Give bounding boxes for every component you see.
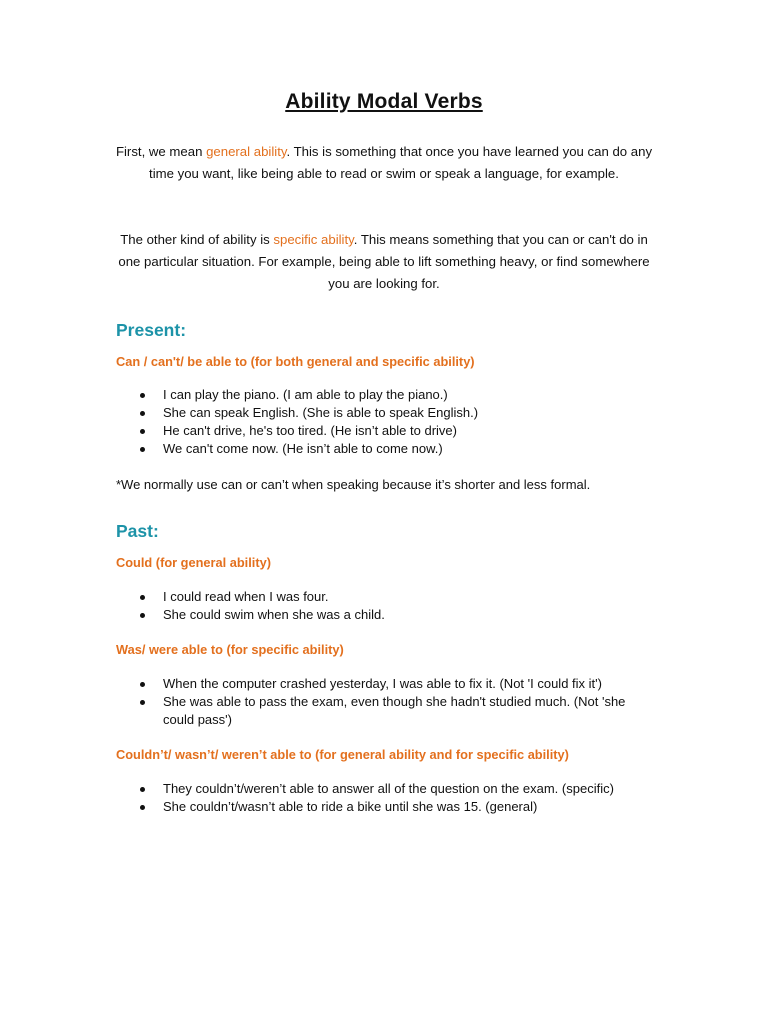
- intro-paragraph-general: [110, 141, 658, 185]
- list-item-text: We can't come now. (He isn’t able to come now.): [163, 441, 443, 456]
- could-subheading: Could (for general ability): [116, 555, 271, 570]
- list-item: [140, 780, 641, 798]
- couldnt-subheading: Couldn’t/ wasn’t/ weren’t able to (for general ability and for specific ability): [116, 747, 569, 762]
- list-item: [140, 440, 660, 458]
- bullet-icon: [140, 447, 145, 452]
- list-item-text: She could swim when she was a child.: [163, 607, 385, 622]
- list-item: [140, 386, 660, 404]
- list-item-text: He can't drive, he's too tired. (He isn’t able to drive): [163, 423, 457, 438]
- intro-text: . This is something that once you have learned you can do any time you want, like being able to read or swim or speak a language, for example.: [149, 144, 653, 181]
- present-subheading: Can / can't/ be able to (for both general and specific ability): [116, 354, 475, 369]
- intro-paragraph-specific: [110, 229, 658, 295]
- list-item-text: She couldn’t/wasn’t able to ride a bike until she was 15. (general): [163, 799, 538, 814]
- list-item-text: They couldn’t/weren’t able to answer all of the question on the exam. (specific): [163, 781, 614, 796]
- bullet-icon: [140, 805, 145, 810]
- bullet-icon: [140, 700, 145, 705]
- usage-note: *We normally use can or can’t when speaking because it’s shorter and less formal.: [116, 477, 591, 492]
- list-item-text: When the computer crashed yesterday, I was able to fix it. (Not 'I could fix it'): [163, 676, 602, 691]
- list-item-text: I could read when I was four.: [163, 589, 329, 604]
- list-item: [140, 588, 660, 606]
- bullet-icon: [140, 429, 145, 434]
- list-item-text: I can play the piano. (I am able to play the piano.): [163, 387, 448, 402]
- was-able-subheading: Was/ were able to (for specific ability): [116, 642, 344, 657]
- list-item: [140, 422, 660, 440]
- page-title: Ability Modal Verbs: [285, 90, 483, 113]
- past-heading: Past:: [116, 521, 159, 541]
- bullet-icon: [140, 682, 145, 687]
- list-item: [140, 606, 660, 624]
- list-item: [140, 675, 660, 693]
- intro-text: . This means something that you can or can't do in one particular situation. For example, being able to lift something heavy, or find somewhere you are looking for.: [118, 232, 650, 291]
- bullet-icon: [140, 393, 145, 398]
- bullet-icon: [140, 613, 145, 618]
- present-examples-list: [140, 386, 660, 458]
- list-item: [140, 404, 660, 422]
- list-item-text: She was able to pass the exam, even though she hadn't studied much. (Not 'she could pass'): [163, 694, 626, 727]
- intro-text: First, we mean: [115, 144, 207, 159]
- list-item-text: She can speak English. (She is able to speak English.): [163, 405, 479, 420]
- highlight-general-ability: general ability: [206, 144, 287, 159]
- could-examples-list: [140, 588, 660, 624]
- bullet-icon: [140, 595, 145, 600]
- present-heading: Present:: [116, 320, 187, 340]
- bullet-icon: [140, 787, 145, 792]
- highlight-specific-ability: specific ability: [273, 232, 354, 247]
- was-able-examples-list: [140, 675, 660, 729]
- couldnt-examples-list: [140, 780, 660, 816]
- bullet-icon: [140, 411, 145, 416]
- list-item: [140, 693, 641, 729]
- list-item: [140, 798, 660, 816]
- intro-text: The other kind of ability is: [120, 232, 274, 247]
